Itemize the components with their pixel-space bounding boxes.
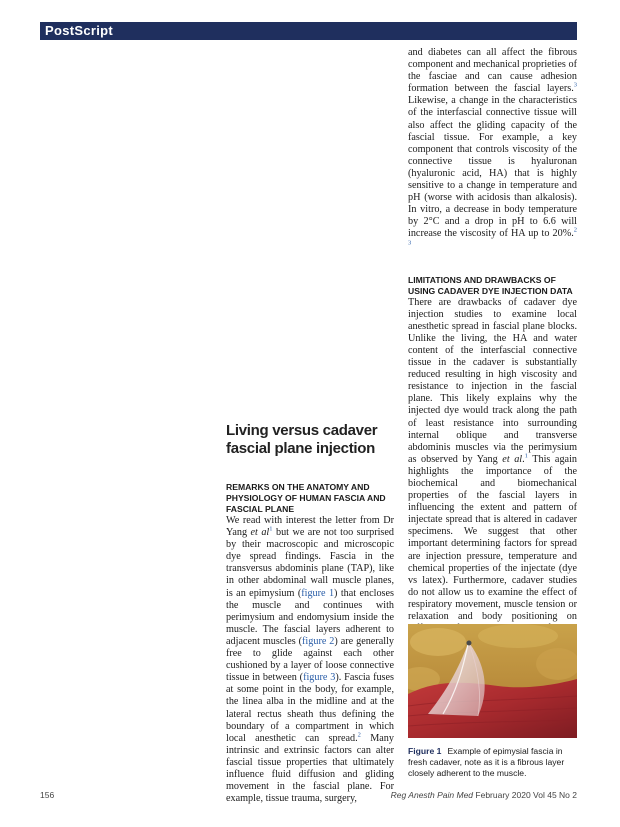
section-header-bar bbox=[40, 22, 577, 40]
citation[interactable]: 3 bbox=[573, 81, 577, 89]
figure-1-link[interactable]: figure 1 bbox=[301, 587, 335, 599]
right-column bbox=[408, 47, 577, 647]
citation[interactable]: 2 bbox=[357, 731, 361, 739]
journal-name: Reg Anesth Pain Med bbox=[390, 790, 474, 800]
paragraph-continued-text: Many intrinsic and extrinsic factors can alter fascial tissue properties that ultimately influence fluid diffusion and gliding movement in the fascial plane. For example, tissue trauma, surgery, bbox=[226, 732, 394, 805]
figure-1-image bbox=[408, 624, 577, 738]
citation[interactable]: 1 bbox=[524, 452, 528, 460]
journal-issue: February 2020 Vol 45 No 2 bbox=[475, 790, 577, 800]
journal-citation bbox=[391, 790, 577, 800]
page-number: 156 bbox=[40, 790, 55, 800]
body-paragraph-part1: We read with interest the letter from Dr Yang et al$^1$ but we are not too surprised by their macroscopic and microscopic dye spread findings. Fascia in the transversus abdominis plane (TAP), like in other abdominal wall muscle planes, is an epimysium (figure 1) that encloses the muscle and continues with perimysium and endomysium inside the muscle. The fascial layers adherent to adjacent muscles (figure 2) are generally free to glide against each other cushioned by a layer of loose connective tissue in between (figure 3). Fascia fuses at some point in the body, for example, the linea alba in the midline and at the lateral rectus sheath thus defining the boundary of a compartment in which local anesthetic can spread.$^2$ Many intrinsic and extrinsic factors can alter fascial tissue properties that ultimately influence fluid diffusion and gliding movement in the fascial plane. For example, tissue trauma, surgery, bbox=[226, 515, 395, 805]
figure-3-link[interactable]: figure 3 bbox=[303, 672, 336, 684]
citation[interactable]: 2 3 bbox=[408, 227, 577, 247]
citation[interactable]: 1 bbox=[269, 525, 273, 533]
section-heading-limitations: LIMITATIONS AND DRAWBACKS OF USING CADAVER DYE INJECTION DATA bbox=[408, 274, 573, 296]
figure-label: Figure 1 bbox=[408, 746, 442, 756]
article-title: Living versus cadaver fascial plane injection bbox=[226, 422, 378, 457]
section-label: PostScript bbox=[45, 23, 114, 38]
section-heading-anatomy: REMARKS ON THE ANATOMY AND PHYSIOLOGY OF HUMAN FASCIA AND FASCIAL PLANE bbox=[226, 482, 386, 514]
paragraph-continuation-start: and diabetes can all affect the fibrous component and mechanical proprieties of the fasciae and can cause adhesion formation between the fascial layers. bbox=[408, 47, 577, 95]
figure-1-caption: Figure 1 Example of epimysial fascia in fresh cadaver, note as it is a fibrous layer closely adherent to the muscle. bbox=[408, 746, 565, 778]
left-column bbox=[226, 422, 394, 805]
fascia-photo bbox=[408, 624, 577, 738]
figure-2-link[interactable]: figure 2 bbox=[302, 635, 335, 647]
body-paragraph-part2: and diabetes can all affect the fibrous component and mechanical proprieties of the fasciae and can cause adhesion formation between the fascial layers.$^3$ Likewise, a change in the characteristics of the interfascial connective tissue will also affect the gliding capacity of the fascial tissue. For example, a key component that controls viscosity of the connective tissue is hyaluronan (hyaluronic acid, HA) that is highly sensitive to a change in temperature and pH (worse with acidosis than alkalosis). In vitro, a decrease in body temperature by 2°C and a drop in pH to 6.6 will increase the viscosity of HA up to 20%.$^{2 3}$ bbox=[408, 47, 577, 247]
limitations-paragraph: There are drawbacks of cadaver dye injection studies to examine local anesthetic spread in fascial plane blocks. Unlike the living, the HA and water content of the interfascial connective tissue in the cadaver is substantially reduced resulting in high viscosity and resistance to injection in the fascial plane. This likely explains why the injected dye would track along the path of least resistance into surrounding internal oblique and transverse abdominis muscles via the perimysium as observed by Yang et al.$^1$ This again highlights the importance of the biochemical and biomechanical properties of the fascial layers in influencing the extent and pattern of injectate spread that is altered in cadaver specimens. We suggest that other important determining factors for spread are injection pressure, temperature and chemical properties of the injectate (dye vs latex). Furthermore, cadaver studies do not allow us to examine the effect of respiratory movement, muscle tension or relaxation and body positioning on bbox=[408, 297, 577, 648]
